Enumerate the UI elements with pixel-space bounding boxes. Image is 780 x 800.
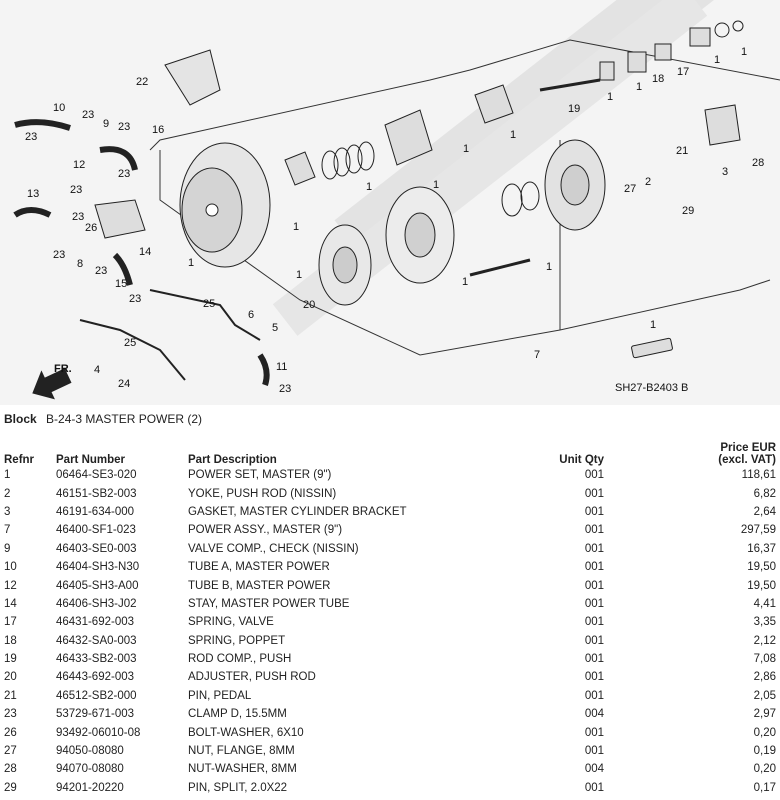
- svg-text:28: 28: [752, 157, 765, 169]
- header-refnr: Refnr: [4, 454, 35, 466]
- cell-part-number: 06464-SE3-020: [56, 469, 137, 482]
- svg-text:1: 1: [463, 143, 470, 155]
- table-row[interactable]: [0, 558, 780, 576]
- svg-text:5: 5: [272, 322, 279, 334]
- table-row[interactable]: [0, 576, 780, 594]
- cell-refnr: 2: [4, 487, 11, 500]
- cell-unit-qty: 001: [584, 781, 604, 794]
- svg-text:23: 23: [279, 383, 292, 395]
- cell-unit-qty: 001: [584, 634, 604, 647]
- svg-text:1: 1: [546, 261, 553, 273]
- svg-text:1: 1: [293, 221, 300, 233]
- table-row[interactable]: [0, 705, 780, 723]
- cell-refnr: 23: [4, 708, 17, 721]
- cell-part-number: 93492-06010-08: [56, 726, 141, 739]
- cell-unit-qty: 001: [584, 579, 604, 592]
- cell-description: BOLT-WASHER, 6X10: [188, 726, 304, 739]
- cell-price: 297,59: [740, 524, 776, 537]
- cell-unit-qty: 001: [584, 689, 604, 702]
- svg-text:25: 25: [203, 298, 216, 310]
- svg-text:1: 1: [510, 129, 517, 141]
- svg-text:1: 1: [636, 81, 643, 93]
- svg-text:23: 23: [25, 131, 38, 143]
- cell-price: 0,20: [753, 763, 776, 776]
- cell-refnr: 10: [4, 561, 17, 574]
- svg-text:14: 14: [139, 246, 152, 258]
- table-row[interactable]: [0, 760, 780, 778]
- svg-text:1: 1: [433, 179, 440, 191]
- svg-text:23: 23: [95, 265, 108, 277]
- svg-text:7: 7: [534, 349, 541, 361]
- svg-text:20: 20: [303, 299, 316, 311]
- svg-text:17: 17: [677, 66, 690, 78]
- cell-unit-qty: 001: [584, 745, 604, 758]
- cell-part-number: 46433-SB2-003: [56, 653, 137, 666]
- table-row[interactable]: [0, 632, 780, 650]
- cell-price: 118,61: [741, 469, 776, 482]
- svg-text:23: 23: [129, 293, 142, 305]
- cell-price: 2,12: [753, 634, 776, 647]
- cell-unit-qty: 001: [584, 505, 604, 518]
- cell-description: CLAMP D, 15.5MM: [188, 708, 287, 721]
- cell-description: SPRING, POPPET: [188, 634, 286, 647]
- cell-price: 2,64: [753, 505, 776, 518]
- svg-text:25: 25: [124, 337, 137, 349]
- cell-description: TUBE A, MASTER POWER: [188, 561, 330, 574]
- table-row[interactable]: [0, 484, 780, 502]
- cell-part-number: 53729-671-003: [56, 708, 135, 721]
- cell-unit-qty: 001: [584, 616, 604, 629]
- svg-text:11: 11: [276, 361, 288, 373]
- cell-refnr: 21: [4, 689, 17, 702]
- cell-price: 0,17: [753, 781, 776, 794]
- front-arrow-icon: [25, 361, 75, 405]
- svg-text:4: 4: [94, 364, 101, 376]
- svg-text:22: 22: [136, 76, 149, 88]
- cell-price: 7,08: [753, 653, 776, 666]
- svg-text:8: 8: [77, 258, 84, 270]
- table-row[interactable]: [0, 723, 780, 741]
- cell-price: 2,05: [753, 689, 776, 702]
- svg-text:1: 1: [296, 269, 303, 281]
- cell-part-number: 46191-634-000: [56, 505, 135, 518]
- svg-text:19: 19: [568, 103, 581, 115]
- block-title: B-24-3 MASTER POWER (2): [46, 412, 203, 426]
- svg-text:15: 15: [115, 278, 128, 290]
- cell-price: 0,19: [753, 745, 776, 758]
- cell-unit-qty: 001: [584, 487, 604, 500]
- svg-text:3: 3: [722, 166, 729, 178]
- svg-text:16: 16: [152, 124, 165, 136]
- svg-text:1: 1: [462, 276, 469, 288]
- svg-text:23: 23: [82, 109, 95, 121]
- svg-text:1: 1: [607, 91, 614, 103]
- cell-unit-qty: 001: [584, 653, 604, 666]
- header-price-line1: Price EUR: [720, 442, 776, 454]
- cell-description: POWER SET, MASTER (9"): [188, 469, 332, 482]
- svg-text:23: 23: [53, 249, 66, 261]
- svg-text:18: 18: [652, 73, 665, 85]
- cell-refnr: 1: [4, 469, 11, 482]
- svg-text:1: 1: [714, 54, 721, 66]
- cell-price: 4,41: [753, 597, 776, 610]
- cell-description: PIN, PEDAL: [188, 689, 252, 702]
- cell-unit-qty: 001: [584, 726, 604, 739]
- block-label: Block: [4, 412, 37, 426]
- diagram-code: SH27-B2403 B: [615, 382, 689, 394]
- cell-price: 19,50: [747, 579, 776, 592]
- cell-part-number: 46406-SH3-J02: [56, 597, 137, 610]
- cell-description: TUBE B, MASTER POWER: [188, 579, 331, 592]
- cell-part-number: 46403-SE0-003: [56, 542, 137, 555]
- cell-part-number: 46443-692-003: [56, 671, 135, 684]
- cell-unit-qty: 001: [584, 671, 604, 684]
- cell-refnr: 7: [4, 524, 11, 537]
- svg-text:9: 9: [103, 118, 110, 130]
- header-part-number: Part Number: [56, 454, 126, 466]
- svg-text:23: 23: [118, 168, 131, 180]
- table-row[interactable]: [0, 687, 780, 705]
- cell-refnr: 9: [4, 542, 11, 555]
- cell-description: ADJUSTER, PUSH ROD: [188, 671, 316, 684]
- parts-table-container: [0, 430, 780, 797]
- cell-description: POWER ASSY., MASTER (9"): [188, 524, 343, 537]
- cell-price: 2,86: [753, 671, 776, 684]
- cell-unit-qty: 004: [584, 708, 604, 721]
- cell-price: 16,37: [747, 542, 776, 555]
- cell-part-number: 46151-SB2-003: [56, 487, 137, 500]
- cell-price: 6,82: [753, 487, 776, 500]
- table-body: [0, 466, 780, 797]
- svg-text:1: 1: [741, 46, 748, 58]
- svg-text:24: 24: [118, 378, 131, 390]
- cell-description: YOKE, PUSH ROD (NISSIN): [188, 487, 337, 500]
- cell-unit-qty: 004: [584, 763, 604, 776]
- cell-refnr: 12: [4, 579, 17, 592]
- parts-table: [0, 430, 780, 797]
- svg-text:21: 21: [676, 145, 689, 157]
- cell-description: PIN, SPLIT, 2.0X22: [188, 781, 288, 794]
- cell-part-number: 94070-08080: [56, 763, 124, 776]
- table-row[interactable]: [0, 595, 780, 613]
- cell-part-number: 94050-08080: [56, 745, 124, 758]
- table-row[interactable]: [0, 650, 780, 668]
- cell-refnr: 14: [4, 597, 17, 610]
- svg-text:2: 2: [645, 176, 652, 188]
- header-price: [612, 430, 780, 466]
- svg-text:27: 27: [624, 183, 637, 195]
- cell-part-number: 46432-SA0-003: [56, 634, 137, 647]
- svg-text:29: 29: [682, 205, 695, 217]
- svg-text:23: 23: [70, 184, 83, 196]
- cell-part-number: 46404-SH3-N30: [56, 561, 140, 574]
- svg-text:1: 1: [188, 257, 195, 269]
- svg-text:1: 1: [650, 319, 657, 331]
- cell-description: VALVE COMP., CHECK (NISSIN): [188, 542, 359, 555]
- cell-refnr: 19: [4, 653, 17, 666]
- cell-description: NUT-WASHER, 8MM: [188, 763, 297, 776]
- cell-unit-qty: 001: [584, 561, 604, 574]
- cell-refnr: 17: [4, 616, 17, 629]
- table-row[interactable]: [0, 668, 780, 686]
- cell-unit-qty: 001: [584, 597, 604, 610]
- svg-text:10: 10: [53, 102, 66, 114]
- cell-part-number: 46431-692-003: [56, 616, 135, 629]
- svg-text:13: 13: [27, 188, 40, 200]
- cell-refnr: 27: [4, 745, 17, 758]
- svg-text:23: 23: [72, 211, 85, 223]
- table-row[interactable]: [0, 779, 780, 797]
- cell-part-number: 94201-20220: [56, 781, 124, 794]
- cell-refnr: 18: [4, 634, 17, 647]
- cell-description: STAY, MASTER POWER TUBE: [188, 597, 350, 610]
- svg-text:26: 26: [85, 222, 98, 234]
- svg-text:12: 12: [73, 159, 86, 171]
- cell-unit-qty: 001: [584, 524, 604, 537]
- cell-unit-qty: 001: [584, 542, 604, 555]
- cell-refnr: 3: [4, 505, 11, 518]
- booster-housing: [180, 143, 270, 267]
- svg-text:23: 23: [118, 121, 131, 133]
- table-row[interactable]: [0, 521, 780, 539]
- table-row[interactable]: [0, 613, 780, 631]
- cell-unit-qty: 001: [584, 469, 604, 482]
- cell-part-number: 46400-SF1-023: [56, 524, 136, 537]
- table-header-row: [0, 430, 780, 466]
- cell-part-number: 46512-SB2-000: [56, 689, 137, 702]
- cell-description: NUT, FLANGE, 8MM: [188, 745, 295, 758]
- svg-text:FR.: FR.: [54, 363, 72, 375]
- cell-part-number: 46405-SH3-A00: [56, 579, 139, 592]
- table-row[interactable]: [0, 742, 780, 760]
- cell-refnr: 20: [4, 671, 17, 684]
- cell-price: 19,50: [747, 561, 776, 574]
- cell-description: GASKET, MASTER CYLINDER BRACKET: [188, 505, 407, 518]
- svg-text:1: 1: [366, 181, 373, 193]
- cell-price: 0,20: [753, 726, 776, 739]
- cell-description: ROD COMP., PUSH: [188, 653, 292, 666]
- cell-refnr: 28: [4, 763, 17, 776]
- cell-price: 2,97: [753, 708, 776, 721]
- table-row[interactable]: [0, 540, 780, 558]
- block-header: [4, 412, 202, 426]
- header-unit-qty: Unit Qty: [559, 454, 604, 466]
- cell-description: SPRING, VALVE: [188, 616, 274, 629]
- cell-refnr: 26: [4, 726, 17, 739]
- svg-text:6: 6: [248, 309, 255, 321]
- header-description: Part Description: [188, 454, 277, 466]
- header-price-line2: (excl. VAT): [718, 454, 776, 466]
- cell-refnr: 29: [4, 781, 17, 794]
- table-row[interactable]: [0, 503, 780, 521]
- cell-price: 3,35: [753, 616, 776, 629]
- table-row[interactable]: [0, 466, 780, 484]
